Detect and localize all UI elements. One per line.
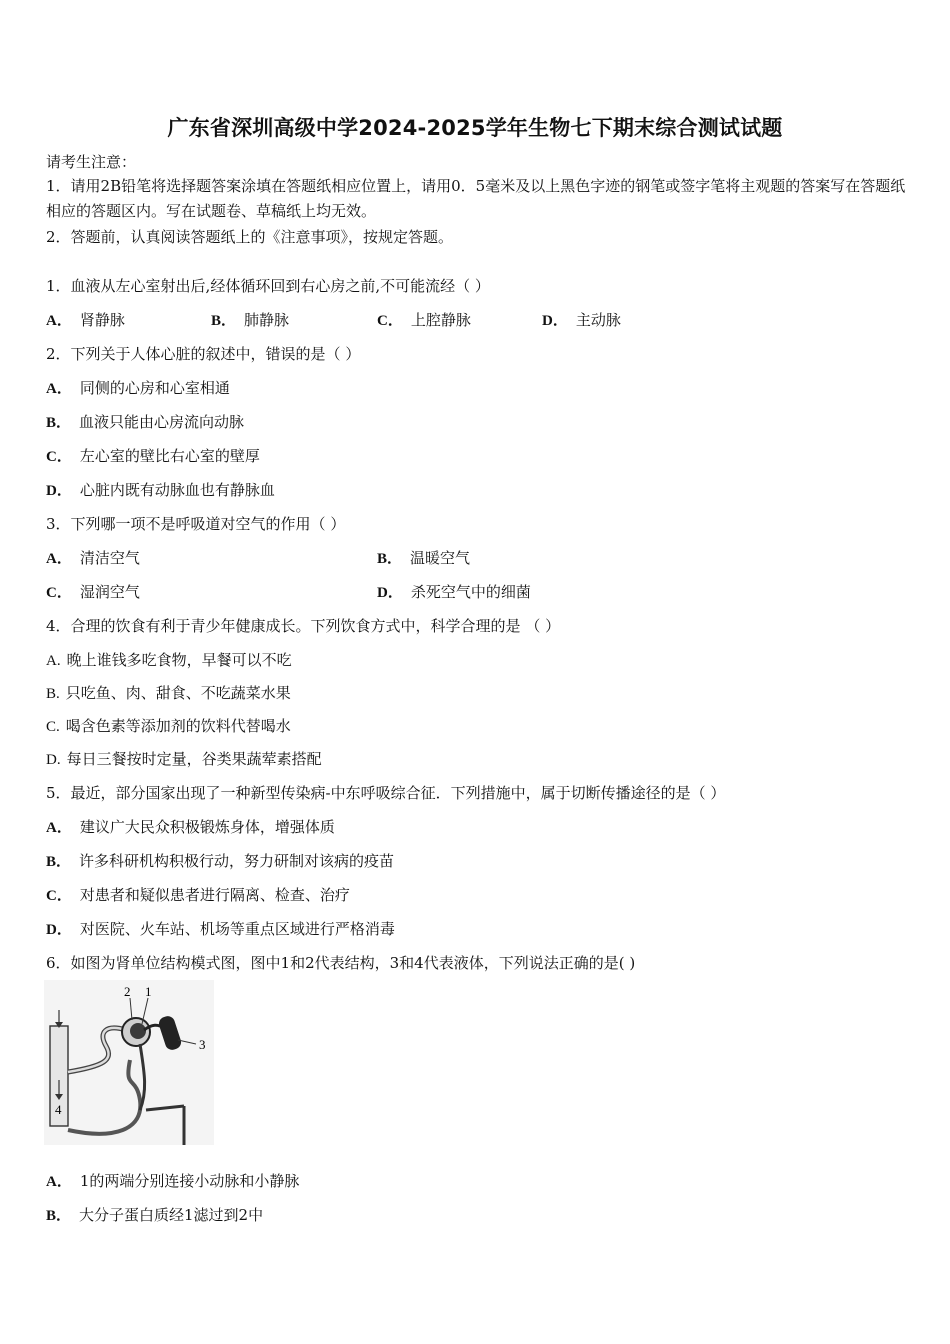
figure-label-4: 4 [55, 1102, 62, 1117]
option-letter: B． [377, 551, 403, 567]
option-text: 每日三餐按时定量，谷类果蔬荤素搭配 [66, 750, 322, 768]
option-text: 晚上谁钱多吃食物，早餐可以不吃 [66, 651, 292, 669]
question-2-option-d[interactable] [46, 480, 275, 501]
question-6-stem: 6．如图为肾单位结构模式图，图中1和2代表结构，3和4代表液体，下列说法正确的是( ) [46, 954, 636, 972]
figure-label-3: 3 [199, 1037, 206, 1052]
option-letter: B. [46, 686, 60, 702]
question-5-option-a[interactable] [46, 817, 335, 838]
option-letter: A． [46, 1174, 72, 1190]
option-letter: D． [46, 483, 72, 499]
option-letter: A． [46, 313, 72, 329]
question-1-stem: 1．血液从左心室射出后,经体循环回到右心房之前,不可能流经（ ） [46, 277, 490, 295]
option-letter: B． [211, 313, 237, 329]
question-5-option-b[interactable] [46, 851, 394, 872]
page-title: 广东省深圳高级中学2024-2025学年生物七下期末综合测试试题 [167, 116, 783, 140]
question-3-option-b[interactable] [377, 548, 470, 569]
option-text: 对患者和疑似患者进行隔离、检查、治疗 [79, 886, 350, 904]
question-5-option-c[interactable] [46, 885, 350, 906]
question-3-option-a[interactable] [46, 548, 140, 569]
question-4-option-a[interactable] [46, 650, 292, 671]
question-2-stem: 2．下列关于人体心脏的叙述中，错误的是（ ） [46, 345, 361, 363]
option-text: 同侧的心房和心室相通 [79, 379, 230, 397]
glomerulus [130, 1023, 146, 1039]
figure-label-2: 2 [124, 984, 131, 999]
option-letter: A． [46, 820, 72, 836]
question-1-option-c[interactable] [377, 310, 471, 331]
option-text: 只吃鱼、肉、甜食、不吃蔬菜水果 [65, 684, 291, 702]
notice-item-1: 1．请用2B铅笔将选择题答案涂填在答题纸相应位置上，请用0．5毫米及以上黑色字迹的钢笔或签字笔将主观题的答案写在答题纸相应的答题区内。写在试题卷、草稿纸上均无效。 [46, 177, 906, 220]
notice-heading: 请考生注意： [46, 153, 137, 171]
question-1-option-a[interactable] [46, 310, 125, 331]
option-text: 大分子蛋白质经1滤过到2中 [79, 1206, 264, 1224]
option-letter: A． [46, 551, 72, 567]
question-2-option-b[interactable] [46, 412, 244, 433]
option-text: 温暖空气 [410, 549, 471, 567]
option-text: 杀死空气中的细菌 [410, 583, 531, 601]
option-letter: D. [46, 752, 61, 768]
question-3-stem: 3．下列哪一项不是呼吸道对空气的作用（ ） [46, 515, 346, 533]
question-5-stem: 5．最近，部分国家出现了一种新型传染病-中东呼吸综合征．下列措施中，属于切断传播途径的是（ ） [46, 784, 726, 802]
question-1-option-d[interactable] [542, 310, 621, 331]
option-text: 喝含色素等添加剂的饮料代替喝水 [65, 717, 291, 735]
question-3-option-c[interactable] [46, 582, 140, 603]
option-letter: D． [542, 313, 568, 329]
question-2-option-a[interactable] [46, 378, 230, 399]
option-text: 许多科研机构积极行动，努力研制对该病的疫苗 [79, 852, 395, 870]
option-text: 血液只能由心房流向动脉 [79, 413, 245, 431]
question-3-option-d[interactable] [377, 582, 531, 603]
option-text: 建议广大民众积极锻炼身体，增强体质 [79, 818, 335, 836]
question-6-option-a[interactable] [46, 1171, 299, 1192]
question-4-option-b[interactable] [46, 683, 291, 704]
option-text: 1的两端分别连接小动脉和小静脉 [79, 1172, 300, 1190]
question-6-option-b[interactable] [46, 1205, 263, 1226]
question-4-option-c[interactable] [46, 716, 291, 737]
option-text: 肾静脉 [79, 311, 125, 329]
option-text: 肺静脉 [244, 311, 290, 329]
option-letter: C． [46, 888, 72, 904]
option-letter: A． [46, 381, 72, 397]
option-text: 清洁空气 [79, 549, 140, 567]
figure-label-1: 1 [145, 984, 152, 999]
option-letter: A. [46, 653, 61, 669]
option-text: 湿润空气 [79, 583, 140, 601]
question-4-option-d[interactable] [46, 749, 322, 770]
option-letter: D． [377, 585, 403, 601]
option-letter: C. [46, 719, 60, 735]
option-text: 主动脉 [575, 311, 621, 329]
question-2-option-c[interactable] [46, 446, 260, 467]
option-letter: C． [46, 449, 72, 465]
option-text: 心脏内既有动脉血也有静脉血 [79, 481, 275, 499]
option-letter: B． [46, 1208, 72, 1224]
question-4-stem: 4．合理的饮食有利于青少年健康成长。下列饮食方式中，科学合理的是 （ ） [46, 617, 561, 635]
option-letter: B． [46, 415, 72, 431]
option-letter: B． [46, 854, 72, 870]
option-text: 左心室的壁比右心室的壁厚 [79, 447, 260, 465]
question-5-option-d[interactable] [46, 919, 395, 940]
option-letter: C． [46, 585, 72, 601]
option-text: 对医院、火车站、机场等重点区域进行严格消毒 [79, 920, 395, 938]
option-text: 上腔静脉 [410, 311, 471, 329]
question-1-option-b[interactable] [211, 310, 289, 331]
option-letter: D． [46, 922, 72, 938]
nephron-diagram [44, 980, 214, 1145]
option-letter: C． [377, 313, 403, 329]
notice-item-2: 2．答题前，认真阅读答题纸上的《注意事项》，按规定答题。 [46, 228, 454, 246]
